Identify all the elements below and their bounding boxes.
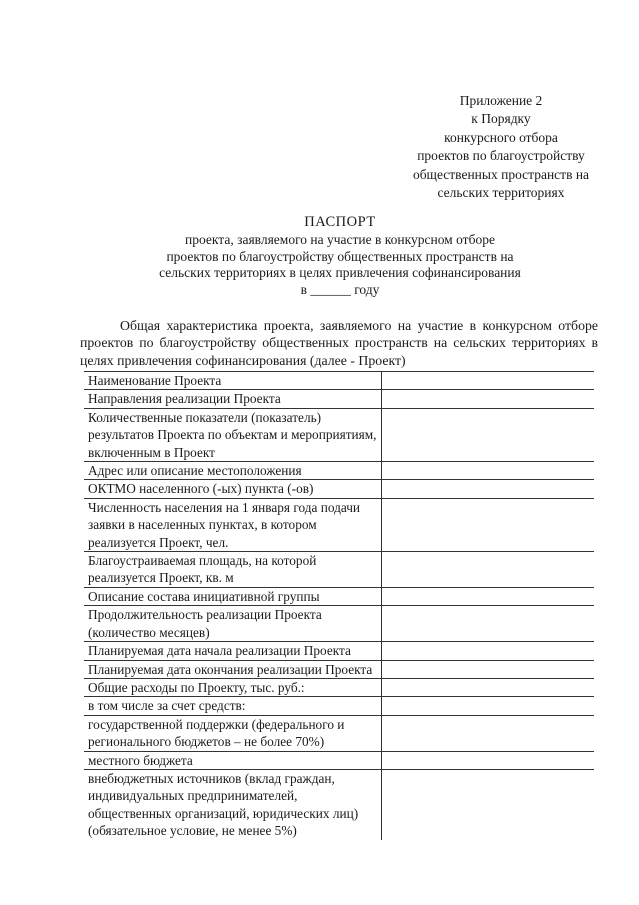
passport-table xyxy=(84,371,594,840)
row-label: местного бюджета xyxy=(84,751,381,769)
row-value[interactable] xyxy=(381,480,594,498)
appendix-line: проектов по благоустройству xyxy=(417,148,585,164)
row-label: ОКТМО населенного (-ых) пункта (-ов) xyxy=(84,480,381,498)
table-row xyxy=(84,498,594,551)
subtitle-line: в ______ году xyxy=(300,282,380,298)
row-value[interactable] xyxy=(381,498,594,551)
title-heading: ПАСПОРТ xyxy=(304,214,376,230)
row-value[interactable] xyxy=(381,408,594,461)
table-row xyxy=(84,587,594,605)
row-label: Описание состава инициативной группы xyxy=(84,587,381,605)
row-label: Планируемая дата окончания реализации Проекта xyxy=(84,660,381,678)
document-title xyxy=(90,214,590,299)
row-value[interactable] xyxy=(381,715,594,751)
appendix-note xyxy=(390,92,612,202)
row-value[interactable] xyxy=(381,390,594,408)
row-value[interactable] xyxy=(381,372,594,390)
appendix-line: конкурсного отбора xyxy=(444,129,558,145)
row-value[interactable] xyxy=(381,678,594,696)
row-value[interactable] xyxy=(381,769,594,839)
subtitle-line: проекта, заявляемого на участие в конкурсном отборе xyxy=(185,231,495,247)
row-label: Адрес или описание местоположения xyxy=(84,462,381,480)
table-row xyxy=(84,606,594,642)
appendix-line: общественных пространств на xyxy=(412,166,590,182)
table-row xyxy=(84,480,594,498)
row-label: в том числе за счет средств: xyxy=(84,697,381,715)
intro-paragraph: Общая характеристика проекта, заявляемого на участие в конкурсном отборе проектов по благоустройству общественных пространств на сельских территориях в целях привлечения софинансирования (далее - Проект) xyxy=(80,318,598,368)
table-row xyxy=(84,660,594,678)
table-row xyxy=(84,642,594,660)
row-label: государственной поддержки (федерального и регионального бюджетов – не более 70%) xyxy=(84,715,381,751)
appendix-line: к Порядку xyxy=(471,111,531,127)
table-row xyxy=(84,462,594,480)
appendix-line: Приложение 2 xyxy=(459,93,543,108)
row-label: Общие расходы по Проекту, тыс. руб.: xyxy=(84,678,381,696)
row-value[interactable] xyxy=(381,751,594,769)
subtitle-line: проектов по благоустройству общественных пространств на xyxy=(166,248,514,264)
table-row xyxy=(84,751,594,769)
row-value[interactable] xyxy=(381,642,594,660)
row-label: Численность населения на 1 января года подачи заявки в населенных пунктах, в котором реализуется Проект, чел. xyxy=(84,498,381,551)
row-label: Планируемая дата начала реализации Проекта xyxy=(84,642,381,660)
row-label: Благоустраиваемая площадь, на которой реализуется Проект, кв. м xyxy=(84,552,381,588)
row-value[interactable] xyxy=(381,697,594,715)
row-label: внебюджетных источников (вклад граждан, индивидуальных предпринимателей, общественных организаций, юридических лиц) (обязательное условие, не менее 5%) xyxy=(84,769,381,839)
table-row xyxy=(84,715,594,751)
subtitle-line: сельских территориях в целях привлечения софинансирования xyxy=(159,265,521,281)
table-row xyxy=(84,697,594,715)
row-value[interactable] xyxy=(381,462,594,480)
row-value[interactable] xyxy=(381,660,594,678)
row-label: Направления реализации Проекта xyxy=(84,390,381,408)
row-label: Наименование Проекта xyxy=(84,372,381,390)
table-row xyxy=(84,552,594,588)
row-label: Продолжительность реализации Проекта (количество месяцев) xyxy=(84,606,381,642)
table-row xyxy=(84,372,594,390)
table-row xyxy=(84,678,594,696)
row-label: Количественные показатели (показатель) результатов Проекта по объектам и мероприятиям, включенным в Проект xyxy=(84,408,381,461)
row-value[interactable] xyxy=(381,587,594,605)
table-row xyxy=(84,390,594,408)
table-row xyxy=(84,408,594,461)
row-value[interactable] xyxy=(381,606,594,642)
appendix-line: сельских территориях xyxy=(437,185,565,201)
row-value[interactable] xyxy=(381,552,594,588)
table-row xyxy=(84,769,594,839)
